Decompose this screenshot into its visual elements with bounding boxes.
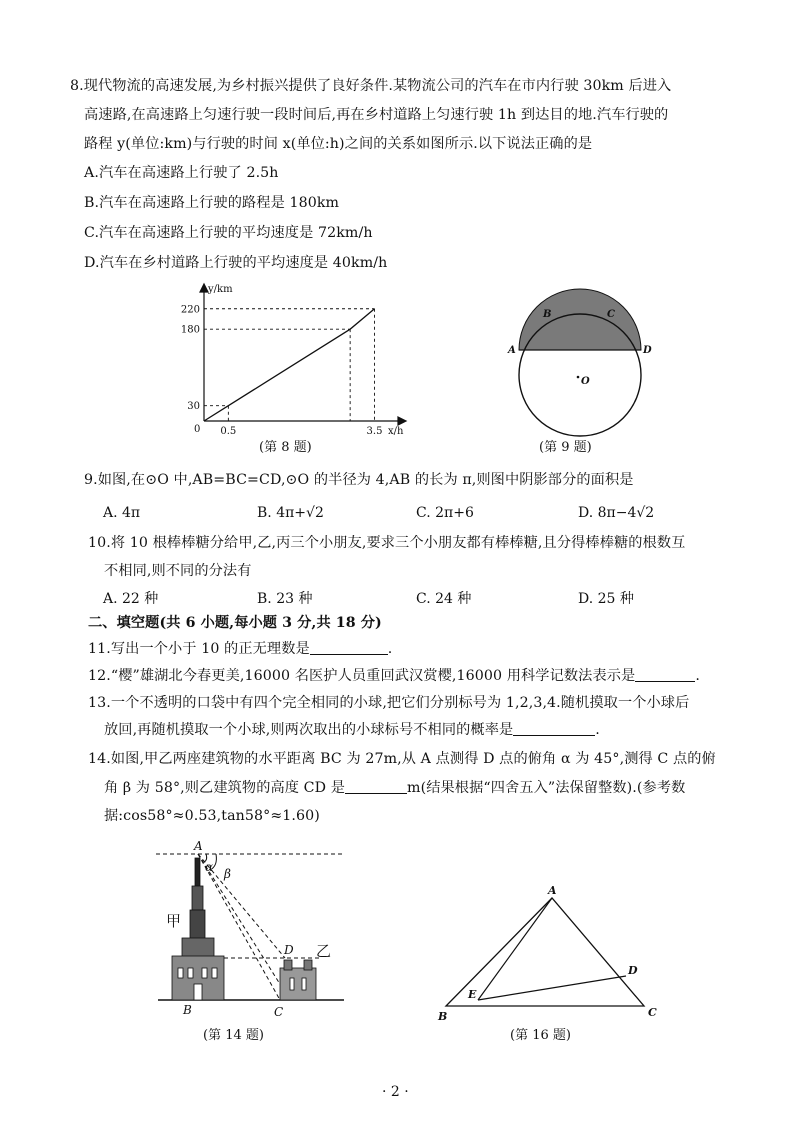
label-jia: 甲 (166, 912, 182, 930)
label-beta: β (224, 867, 231, 881)
y-tick-label: 220 (180, 304, 200, 316)
q14-line-3: 据:cos58°≈0.53,tan58°≈1.60) (104, 808, 320, 824)
q13-line-2 (104, 720, 794, 740)
q11-question: 11.写出一个小于 10 的正无理数是 (88, 641, 310, 657)
label-a: A (194, 839, 203, 853)
label-o: O (581, 376, 590, 387)
q11-answer-blank[interactable] (310, 640, 388, 655)
q9-option-a: A. 4π (103, 505, 141, 521)
page-number: · 2 · (382, 1084, 409, 1100)
q14-question-cont: m(结果根据“四舍五入”法保留整数).(参考数 (407, 780, 686, 796)
q11-end: . (387, 641, 393, 657)
y-tick-label: 30 (187, 401, 200, 413)
section-2-heading: 二、填空题(共 6 小题,每小题 3 分,共 18 分) (88, 615, 382, 631)
q13-question: 放回,再随机摸取一个小球,则两次取出的小球标号不相同的概率是 (104, 722, 514, 738)
q10-option-a: A. 22 种 (103, 591, 159, 607)
x-tick-label: 3.5 (366, 426, 383, 437)
q9-figure (505, 300, 655, 440)
q14-line-1: 14.如图,甲乙两座建筑物的水平距离 BC 为 27m,从 A 点测得 D 点的俯角 α 为 45°,测得 C 点的俯 (88, 751, 716, 767)
q11-line (88, 639, 788, 659)
label-b: B (543, 309, 552, 320)
q13-line-1: 13.一个不透明的口袋中有四个完全相同的小球,把它们分别标号为 1,2,3,4.随机摸取一个小球后 (88, 695, 690, 711)
q8-option-a: A.汽车在高速路上行驶了 2.5h (84, 165, 279, 181)
q10-option-b: B. 23 种 (257, 591, 313, 607)
q9-option-d: D. 8π−4√2 (578, 505, 655, 521)
segment-ed (478, 976, 626, 1000)
q14-question: 角 β 为 58°,则乙建筑物的高度 CD 是 (104, 780, 346, 796)
x-tick-label: 0.5 (220, 426, 237, 437)
q8-option-b: B.汽车在高速路上行驶的路程是 180km (84, 195, 340, 211)
center-dot (577, 376, 580, 379)
label-alpha: α (205, 860, 214, 874)
q12-line (88, 666, 788, 686)
y-axis-label: y/km (208, 284, 233, 295)
label-a: A (508, 345, 516, 356)
q14-caption: (第 14 题) (203, 1028, 264, 1043)
data-line (204, 309, 375, 421)
label-c: C (648, 1006, 657, 1019)
q16-figure (430, 884, 670, 1023)
q9-option-c: C. 2π+6 (416, 505, 474, 521)
label-yi: 乙 (316, 942, 332, 960)
q10-option-d: D. 25 种 (578, 591, 634, 607)
label-a: A (548, 884, 557, 897)
y-tick-label: 180 (180, 324, 200, 336)
label-d: D (628, 964, 638, 977)
q14-figure (150, 838, 350, 1018)
q8-chart (170, 282, 410, 437)
q9-caption: (第 9 题) (539, 440, 592, 455)
q10-line-1: 10.将 10 根棒棒糖分给甲,乙,丙三个小朋友,要求三个小朋友都有棒棒糖,且分得棒棒糖的根数互 (88, 535, 686, 551)
x-axis-label: x/h (388, 426, 404, 437)
q12-end: . (695, 668, 700, 684)
q16-caption: (第 16 题) (510, 1028, 571, 1043)
q14-answer-blank[interactable] (345, 779, 407, 794)
q8-option-d: D.汽车在乡村道路上行驶的平均速度是 40km/h (84, 255, 388, 271)
label-b: B (183, 1003, 192, 1017)
q9-question: 9.如图,在⊙O 中,AB=BC=CD,⊙O 的半径为 4,AB 的长为 π,则图中阴影部分的面积是 (84, 472, 634, 488)
q9-option-b: B. 4π+√2 (257, 505, 324, 521)
q8-line-1: 8.现代物流的高速发展,为乡村振兴提供了良好条件.某物流公司的汽车在市内行驶 30km 后进入 (70, 78, 672, 94)
label-c: C (607, 309, 615, 320)
q13-answer-blank[interactable] (513, 721, 595, 736)
q10-line-2: 不相同,则不同的分法有 (104, 563, 252, 579)
origin-label: 0 (194, 424, 201, 435)
segment-ae (478, 898, 552, 1000)
shaded-segment (519, 289, 641, 350)
q8-option-c: C.汽车在高速路上行驶的平均速度是 72km/h (84, 225, 373, 241)
label-b: B (438, 1010, 448, 1023)
q8-caption: (第 8 题) (259, 440, 312, 455)
label-d: D (643, 345, 652, 356)
q12-question: 12.“樱”雄湖北今春更美,16000 名医护人员重回武汉赏樱,16000 用科学记数法表示是 (88, 668, 636, 684)
x-axis-arrow (398, 417, 406, 425)
q8-line-2: 高速路,在高速路上匀速行驶一段时间后,再在乡村道路上匀速行驶 1h 到达目的地.汽车行驶的 (84, 107, 669, 123)
q8-line-3: 路程 y(单位:km)与行驶的时间 x(单位:h)之间的关系如图所示.以下说法正确的是 (84, 136, 593, 152)
q12-answer-blank[interactable] (635, 667, 695, 682)
building-yi (280, 960, 316, 1000)
y-axis-arrow (200, 284, 208, 292)
label-c: C (274, 1005, 284, 1019)
q13-end: . (595, 722, 600, 738)
q14-line-2 (104, 778, 794, 798)
label-e: E (468, 988, 477, 1001)
q10-option-c: C. 24 种 (416, 591, 472, 607)
label-d: D (284, 943, 294, 957)
